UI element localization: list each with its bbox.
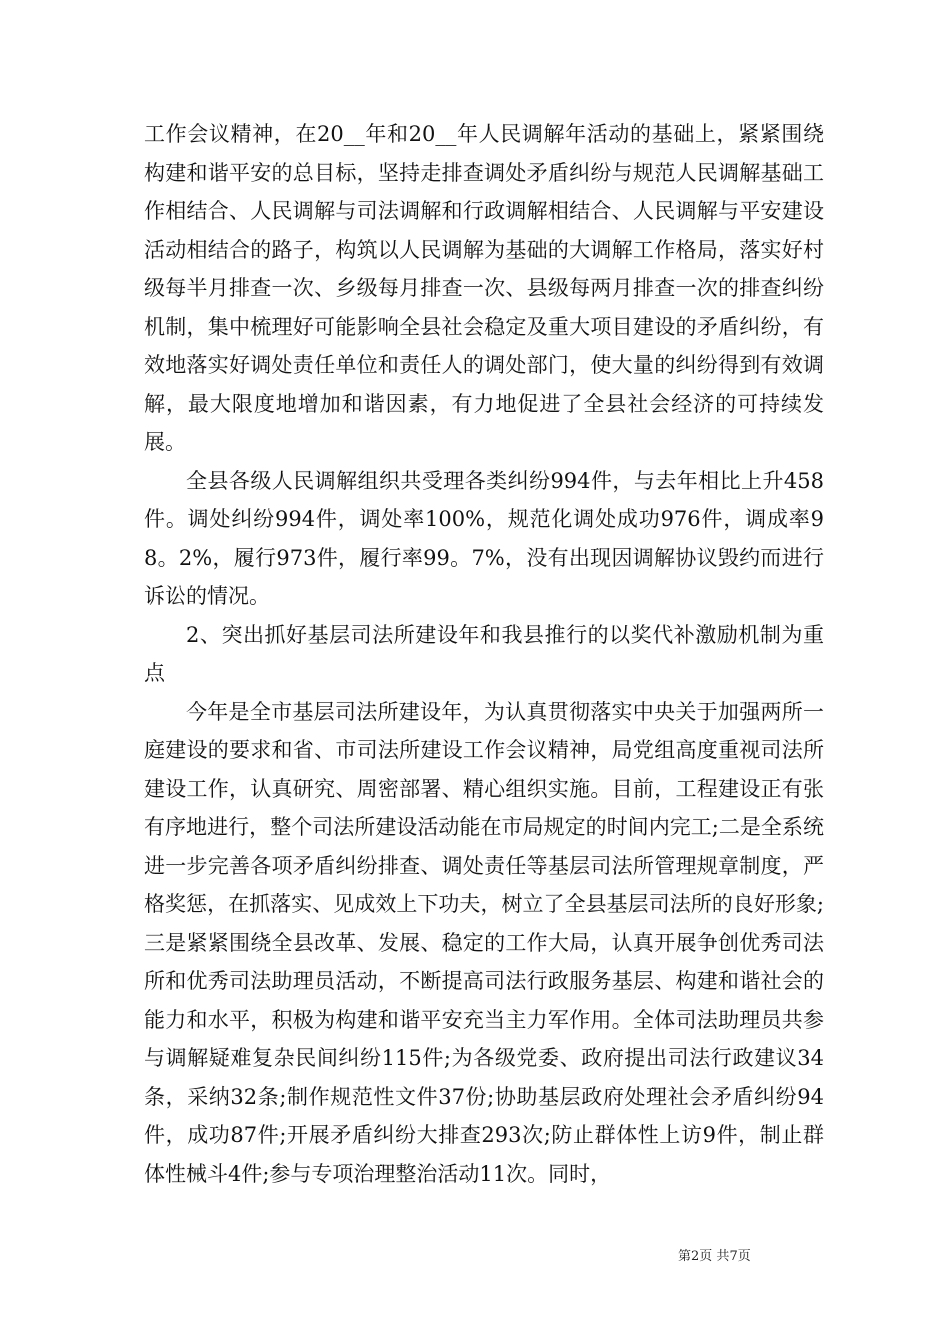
- paragraph-1: 工作会议精神，在20__年和20__年人民调解年活动的基础上，紧紧围绕构建和谐平安的总目标，坚持走排查调处矛盾纠纷与规范人民调解基础工作相结合、人民调解与司法调解和行政调解相结合、人民调解与平安建设活动相结合的路子，构筑以人民调解为基础的大调解工作格局，落实好村级每半月排查一次、乡级每月排查一次、县级每两月排查一次的排查纠纷机制，集中梳理好可能影响全县社会稳定及重大项目建设的矛盾纠纷，有效地落实好调处责任单位和责任人的调处部门，使大量的纠纷得到有效调解，最大限度地增加和谐因素，有力地促进了全县社会经济的可持续发展。: [144, 122, 824, 454]
- footer-middle: 页 共: [699, 1249, 730, 1264]
- current-page-number: 2: [691, 1249, 700, 1264]
- footer-prefix: 第: [678, 1249, 692, 1264]
- total-page-number: 7: [729, 1249, 738, 1264]
- document-body: [144, 115, 824, 1193]
- page-footer: [678, 1245, 751, 1264]
- section-heading-2: 2、突出抓好基层司法所建设年和我县推行的以奖代补激励机制为重点: [144, 622, 824, 685]
- paragraph-2: 全县各级人民调解组织共受理各类纠纷994件，与去年相比上升458件。调处纠纷994件，调处率100%，规范化调处成功976件，调成率98。2%，履行973件，履行率99。7%，没有出现因调解协议毁约而进行诉讼的情况。: [144, 468, 824, 608]
- paragraph-3: 今年是全市基层司法所建设年，为认真贯彻落实中央关于加强两所一庭建设的要求和省、市司法所建设工作会议精神，局党组高度重视司法所建设工作，认真研究、周密部署、精心组织实施。目前，工程建设正有张有序地进行，整个司法所建设活动能在市局规定的时间内完工;二是全系统进一步完善各项矛盾纠纷排查、调处责任等基层司法所管理规章制度，严格奖惩，在抓落实、见成效上下功夫，树立了全县基层司法所的良好形象;三是紧紧围绕全县改革、发展、稳定的工作大局，认真开展争创优秀司法所和优秀司法助理员活动，不断提高司法行政服务基层、构建和谐社会的能力和水平，积极为构建和谐平安充当主力军作用。全体司法助理员共参与调解疑难复杂民间纠纷115件;为各级党委、政府提出司法行政建议34条，采纳32条;制作规范性文件37份;协助基层政府处理社会矛盾纠纷94件，成功87件;开展矛盾纠纷大排查293次;防止群体性上访9件，制止群体性械斗4件;参与专项治理整治活动11次。同时，: [144, 699, 824, 1186]
- footer-suffix: 页: [737, 1249, 751, 1264]
